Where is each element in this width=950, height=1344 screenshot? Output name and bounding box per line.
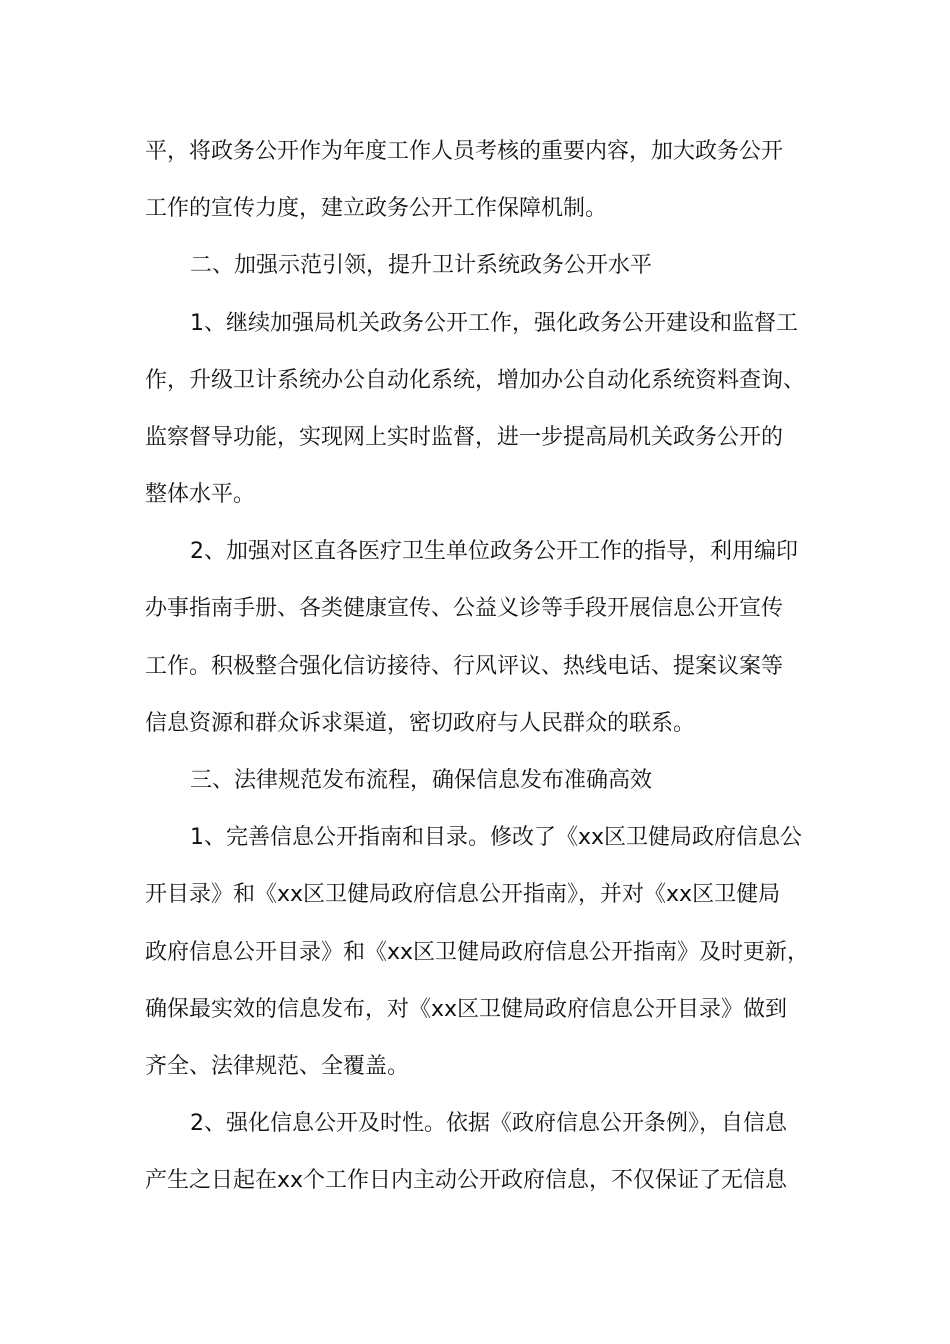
body-text-line: 信息资源和群众诉求渠道，密切政府与人民群众的联系。 <box>145 711 696 736</box>
body-text-line: 1、继续加强局机关政务公开工作，强化政务公开建设和监督工 <box>190 311 798 336</box>
section-heading: 二、加强示范引领，提升卫计系统政务公开水平 <box>190 253 653 278</box>
body-text-line: 产生之日起在xx个工作日内主动公开政府信息，不仅保证了无信息 <box>145 1168 788 1193</box>
body-text-line: 2、加强对区直各医疗卫生单位政务公开工作的指导，利用编印 <box>190 539 798 564</box>
body-text-line: 办事指南手册、各类健康宣传、公益义诊等手段开展信息公开宣传 <box>145 596 784 621</box>
body-text-line: 整体水平。 <box>145 482 256 507</box>
section-heading: 三、法律规范发布流程，确保信息发布准确高效 <box>190 768 653 793</box>
body-text-line: 开目录》和《xx区卫健局政府信息公开指南》，并对《xx区卫健局 <box>145 882 781 907</box>
body-text-line: 工作的宣传力度，建立政务公开工作保障机制。 <box>145 196 608 221</box>
body-text-line: 政府信息公开目录》和《xx区卫健局政府信息公开指南》及时更新， <box>145 940 810 965</box>
body-text-line: 平，将政务公开作为年度工作人员考核的重要内容，加大政务公开 <box>145 139 784 164</box>
body-text-line: 1、完善信息公开指南和目录。修改了《xx区卫健局政府信息公 <box>190 825 803 850</box>
body-text-line: 工作。积极整合强化信访接待、行风评议、热线电话、提案议案等 <box>145 654 784 679</box>
body-text-line: 2、强化信息公开及时性。依据《政府信息公开条例》，自信息 <box>190 1111 787 1136</box>
body-text-line: 作，升级卫计系统办公自动化系统，增加办公自动化系统资料查询、 <box>145 368 806 393</box>
body-text-line: 齐全、法律规范、全覆盖。 <box>145 1054 410 1079</box>
body-text-line: 确保最实效的信息发布，对《xx区卫健局政府信息公开目录》做到 <box>145 997 788 1022</box>
body-text-line: 监察督导功能，实现网上实时监督，进一步提高局机关政务公开的 <box>145 425 784 450</box>
